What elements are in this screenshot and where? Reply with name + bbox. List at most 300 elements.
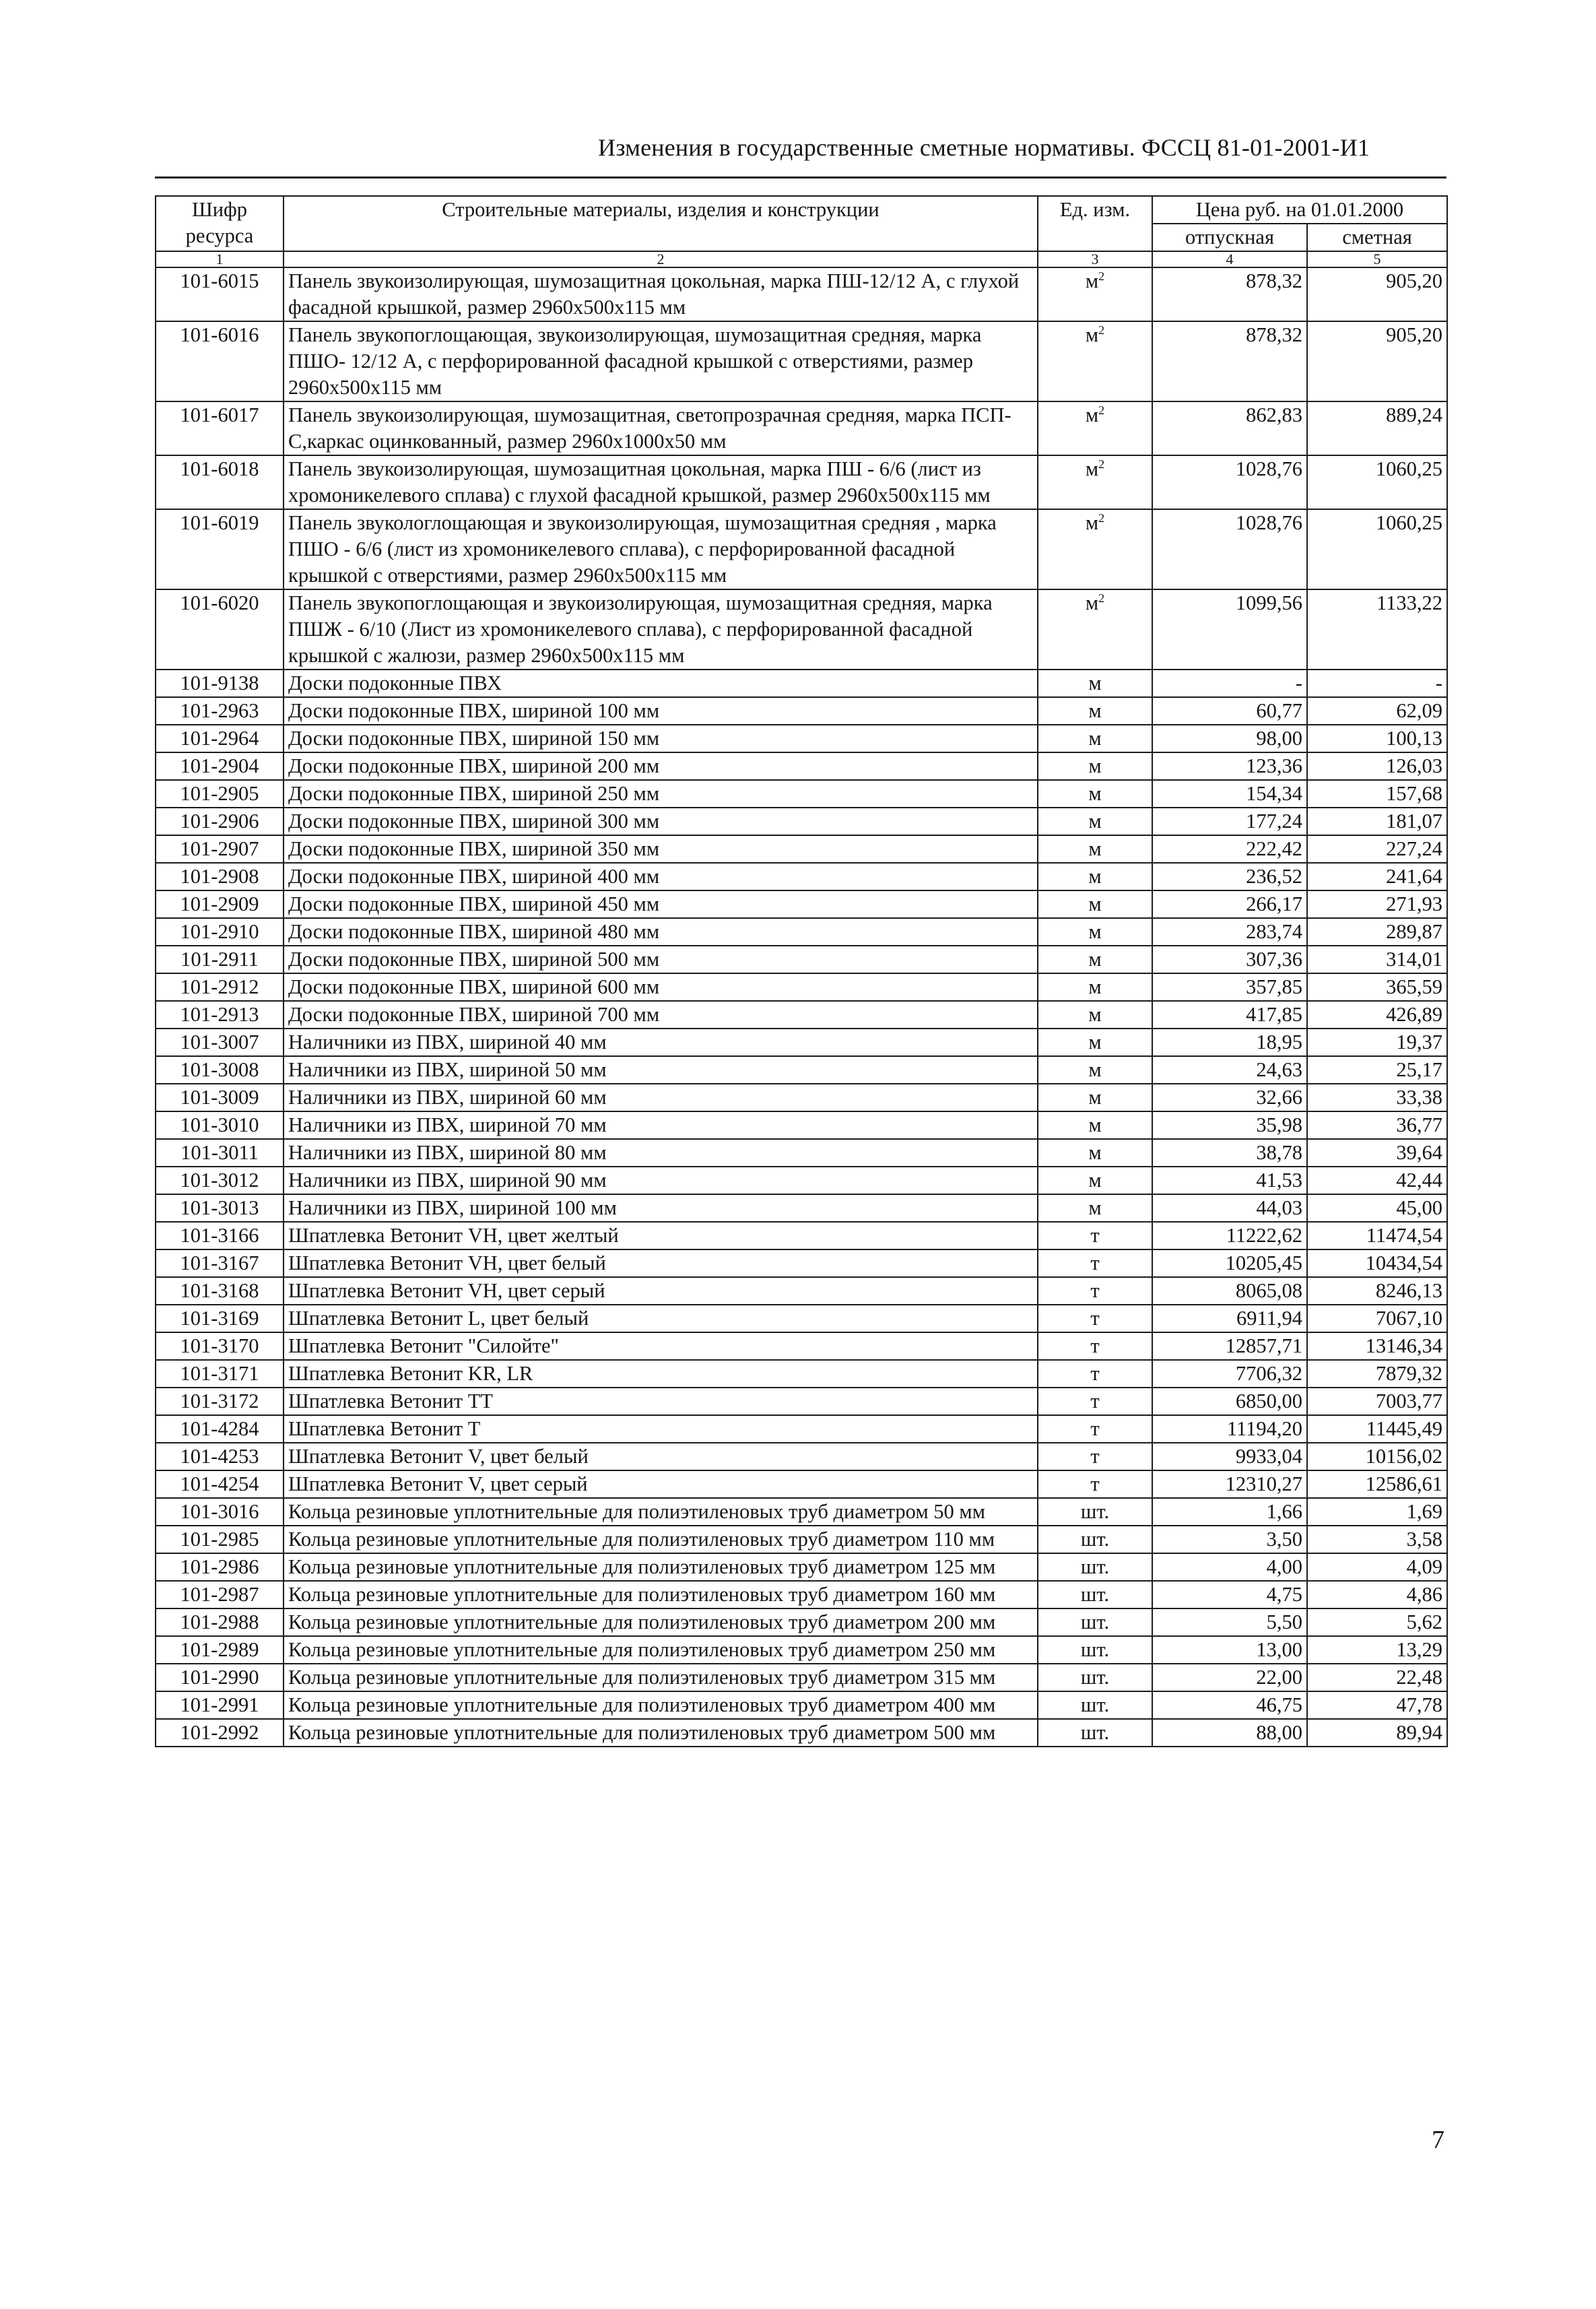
unit-label: м: [1085, 591, 1099, 614]
unit-label: м: [1088, 865, 1102, 888]
resource-code: 101-2907: [156, 835, 284, 863]
release-price: 177,24: [1152, 808, 1307, 835]
release-price: 266,17: [1152, 890, 1307, 918]
material-name: Кольца резиновые уплотнительные для полиэтиленовых труб диаметром 160 мм: [284, 1581, 1038, 1608]
material-name: Доски подоконные ПВХ, шириной 100 мм: [284, 697, 1038, 725]
release-price: 22,00: [1152, 1664, 1307, 1691]
table-row: [156, 1305, 1447, 1332]
material-name: Доски подоконные ПВХ, шириной 150 мм: [284, 725, 1038, 752]
table-row: [156, 1029, 1447, 1056]
material-name: Панель звукопоглощающая, звукоизолирующая, шумозащитная средняя, марка ПШО- 12/12 А, с перфорированной фасадной крышкой с отверстиями, размер 2960х500х115 мм: [284, 321, 1038, 401]
release-price: 38,78: [1152, 1139, 1307, 1167]
resource-code: 101-6019: [156, 509, 284, 589]
unit-label: м: [1088, 975, 1102, 998]
unit-label: т: [1090, 1362, 1100, 1385]
page-header-title: Изменения в государственные сметные нормативы. ФССЦ 81-01-2001-И1: [598, 134, 1370, 161]
unit-of-measure: [1038, 455, 1152, 509]
table-row: [156, 918, 1447, 946]
resource-code: 101-2985: [156, 1526, 284, 1553]
table-row: [156, 1719, 1447, 1747]
release-price: 123,36: [1152, 752, 1307, 780]
estimate-price: 7879,32: [1307, 1360, 1447, 1388]
release-price: 24,63: [1152, 1056, 1307, 1084]
estimate-price: 314,01: [1307, 946, 1447, 973]
estimate-price: 11474,54: [1307, 1222, 1447, 1249]
unit-label: шт.: [1080, 1666, 1110, 1689]
resource-code: 101-2906: [156, 808, 284, 835]
resource-code: 101-2905: [156, 780, 284, 808]
estimate-price: 47,78: [1307, 1691, 1447, 1719]
unit-label: м: [1088, 1031, 1102, 1053]
release-price: 4,75: [1152, 1581, 1307, 1608]
material-name: Кольца резиновые уплотнительные для полиэтиленовых труб диаметром 400 мм: [284, 1691, 1038, 1719]
unit-of-measure: [1038, 1084, 1152, 1111]
unit-label: м: [1085, 323, 1099, 346]
table-row: [156, 1388, 1447, 1415]
unit-label: т: [1090, 1279, 1100, 1302]
unit-label: т: [1090, 1251, 1100, 1274]
unit-of-measure: [1038, 918, 1152, 946]
unit-label: м: [1085, 403, 1099, 426]
release-price: 878,32: [1152, 321, 1307, 401]
release-price: 88,00: [1152, 1719, 1307, 1747]
estimate-price: 227,24: [1307, 835, 1447, 863]
release-price: 1028,76: [1152, 509, 1307, 589]
unit-of-measure: [1038, 401, 1152, 455]
material-name: Доски подоконные ПВХ, шириной 250 мм: [284, 780, 1038, 808]
resource-code: 101-2910: [156, 918, 284, 946]
release-price: 1099,56: [1152, 589, 1307, 670]
resource-code: 101-2912: [156, 973, 284, 1001]
table-row: [156, 670, 1447, 697]
material-name: Доски подоконные ПВХ, шириной 700 мм: [284, 1001, 1038, 1029]
table-row: [156, 973, 1447, 1001]
unit-of-measure: [1038, 1222, 1152, 1249]
unit-of-measure: [1038, 1415, 1152, 1443]
unit-of-measure: [1038, 1029, 1152, 1056]
table-row: [156, 835, 1447, 863]
resource-code: 101-2986: [156, 1553, 284, 1581]
unit-of-measure: [1038, 1388, 1152, 1415]
estimate-price: 271,93: [1307, 890, 1447, 918]
table-row: [156, 752, 1447, 780]
material-name: Шпатлевка Ветонит VH, цвет серый: [284, 1277, 1038, 1305]
table-row: [156, 589, 1447, 670]
table-row: [156, 321, 1447, 401]
material-name: Доски подоконные ПВХ, шириной 450 мм: [284, 890, 1038, 918]
unit-of-measure: [1038, 863, 1152, 890]
table-row: [156, 1691, 1447, 1719]
unit-exponent: 2: [1098, 457, 1105, 471]
unit-of-measure: [1038, 589, 1152, 670]
unit-label: шт.: [1080, 1583, 1110, 1606]
unit-of-measure: [1038, 1332, 1152, 1360]
estimate-price: 42,44: [1307, 1167, 1447, 1194]
table-row: [156, 267, 1447, 321]
estimate-price: 905,20: [1307, 267, 1447, 321]
material-name: Кольца резиновые уплотнительные для полиэтиленовых труб диаметром 110 мм: [284, 1526, 1038, 1553]
unit-label: м: [1088, 1141, 1102, 1164]
unit-of-measure: [1038, 808, 1152, 835]
material-name: Доски подоконные ПВХ, шириной 400 мм: [284, 863, 1038, 890]
unit-of-measure: [1038, 1194, 1152, 1222]
unit-label: м: [1088, 1058, 1102, 1081]
unit-of-measure: [1038, 670, 1152, 697]
resource-code: 101-6016: [156, 321, 284, 401]
material-name: Наличники из ПВХ, шириной 60 мм: [284, 1084, 1038, 1111]
unit-label: м: [1085, 269, 1099, 292]
resource-code: 101-3172: [156, 1388, 284, 1415]
column-number: 1: [156, 251, 284, 267]
estimate-price: 426,89: [1307, 1001, 1447, 1029]
estimate-price: 4,09: [1307, 1553, 1447, 1581]
material-name: Доски подоконные ПВХ, шириной 480 мм: [284, 918, 1038, 946]
estimate-price: -: [1307, 670, 1447, 697]
table-header: [156, 196, 1447, 267]
material-name: Шпатлевка Ветонит V, цвет серый: [284, 1470, 1038, 1498]
release-price: 12857,71: [1152, 1332, 1307, 1360]
table-row: [156, 1608, 1447, 1636]
unit-of-measure: [1038, 890, 1152, 918]
estimate-price: 7067,10: [1307, 1305, 1447, 1332]
table-row: [156, 780, 1447, 808]
release-price: 222,42: [1152, 835, 1307, 863]
resource-code: 101-3168: [156, 1277, 284, 1305]
release-price: 1,66: [1152, 1498, 1307, 1526]
material-name: Шпатлевка Ветонит Т: [284, 1415, 1038, 1443]
unit-of-measure: [1038, 1608, 1152, 1636]
release-price: 4,00: [1152, 1553, 1307, 1581]
estimate-price: 1133,22: [1307, 589, 1447, 670]
estimate-price: 100,13: [1307, 725, 1447, 752]
unit-of-measure: [1038, 1277, 1152, 1305]
release-price: 357,85: [1152, 973, 1307, 1001]
estimate-price: 13,29: [1307, 1636, 1447, 1664]
estimate-price: 1,69: [1307, 1498, 1447, 1526]
unit-of-measure: [1038, 1249, 1152, 1277]
release-price: 46,75: [1152, 1691, 1307, 1719]
unit-label: м: [1088, 1086, 1102, 1109]
column-number: 5: [1307, 251, 1447, 267]
material-name: Панель звукологлощающая и звукоизолирующая, шумозащитная средняя , марка ПШО - 6/6 (лист из хромоникелевого сплава), с перфорированной фасадной крышкой с отверстиями, размер 2960х500х115 мм: [284, 509, 1038, 589]
table-row: [156, 1222, 1447, 1249]
release-price: 417,85: [1152, 1001, 1307, 1029]
material-name: Кольца резиновые уплотнительные для полиэтиленовых труб диаметром 500 мм: [284, 1719, 1038, 1747]
unit-exponent: 2: [1098, 591, 1105, 605]
material-name: Кольца резиновые уплотнительные для полиэтиленовых труб диаметром 250 мм: [284, 1636, 1038, 1664]
table-row: [156, 808, 1447, 835]
estimate-price: 22,48: [1307, 1664, 1447, 1691]
unit-of-measure: [1038, 1526, 1152, 1553]
unit-of-measure: [1038, 780, 1152, 808]
unit-label: м: [1088, 1169, 1102, 1192]
resource-code: 101-3010: [156, 1111, 284, 1139]
material-name: Наличники из ПВХ, шириной 80 мм: [284, 1139, 1038, 1167]
estimate-price: 1060,25: [1307, 509, 1447, 589]
unit-of-measure: [1038, 946, 1152, 973]
resource-code: 101-3009: [156, 1084, 284, 1111]
unit-of-measure: [1038, 1664, 1152, 1691]
table-row: [156, 455, 1447, 509]
release-price: 154,34: [1152, 780, 1307, 808]
estimate-price: 33,38: [1307, 1084, 1447, 1111]
estimate-price: 3,58: [1307, 1526, 1447, 1553]
table-row: [156, 1470, 1447, 1498]
unit-of-measure: [1038, 1498, 1152, 1526]
unit-exponent: 2: [1098, 511, 1105, 525]
resource-code: 101-4253: [156, 1443, 284, 1470]
material-name: Шпатлевка Ветонит L, цвет белый: [284, 1305, 1038, 1332]
release-price: 12310,27: [1152, 1470, 1307, 1498]
table-row: [156, 1498, 1447, 1526]
header-rule: [155, 176, 1447, 178]
unit-of-measure: [1038, 1443, 1152, 1470]
unit-label: т: [1090, 1417, 1100, 1440]
release-price: 862,83: [1152, 401, 1307, 455]
unit-label: м: [1088, 810, 1102, 833]
resource-code: 101-3166: [156, 1222, 284, 1249]
table-row: [156, 509, 1447, 589]
release-price: 8065,08: [1152, 1277, 1307, 1305]
material-name: Доски подоконные ПВХ, шириной 200 мм: [284, 752, 1038, 780]
table-row: [156, 1056, 1447, 1084]
estimate-price: 8246,13: [1307, 1277, 1447, 1305]
estimate-price: 89,94: [1307, 1719, 1447, 1747]
estimate-price: 241,64: [1307, 863, 1447, 890]
resource-code: 101-4254: [156, 1470, 284, 1498]
unit-exponent: 2: [1098, 403, 1105, 417]
estimate-price: 365,59: [1307, 973, 1447, 1001]
release-price: 41,53: [1152, 1167, 1307, 1194]
release-price: 10205,45: [1152, 1249, 1307, 1277]
release-price: 236,52: [1152, 863, 1307, 890]
unit-label: т: [1090, 1307, 1100, 1330]
unit-of-measure: [1038, 1691, 1152, 1719]
material-name: Панель звукоизолирующая, шумозащитная, светопрозрачная средняя, марка ПСП-С,каркас оцинкованный, размер 2960х1000х50 мм: [284, 401, 1038, 455]
resource-code: 101-2990: [156, 1664, 284, 1691]
unit-of-measure: [1038, 267, 1152, 321]
table-row: [156, 1084, 1447, 1111]
unit-label: м: [1088, 672, 1102, 694]
unit-label: м: [1088, 920, 1102, 943]
estimate-price: 10156,02: [1307, 1443, 1447, 1470]
material-name: Кольца резиновые уплотнительные для полиэтиленовых труб диаметром 125 мм: [284, 1553, 1038, 1581]
release-price: 32,66: [1152, 1084, 1307, 1111]
table-row: [156, 1360, 1447, 1388]
table-row: [156, 946, 1447, 973]
estimate-price: 1060,25: [1307, 455, 1447, 509]
resource-code: 101-2911: [156, 946, 284, 973]
estimate-price: 289,87: [1307, 918, 1447, 946]
unit-label: шт.: [1080, 1500, 1110, 1523]
material-name: Доски подоконные ПВХ, шириной 300 мм: [284, 808, 1038, 835]
unit-label: шт.: [1080, 1555, 1110, 1578]
resource-code: 101-3013: [156, 1194, 284, 1222]
estimate-price: 157,68: [1307, 780, 1447, 808]
release-price: 6911,94: [1152, 1305, 1307, 1332]
release-price: 44,03: [1152, 1194, 1307, 1222]
unit-exponent: 2: [1098, 323, 1105, 337]
table-row: [156, 1636, 1447, 1664]
resource-code: 101-4284: [156, 1415, 284, 1443]
estimate-price: 126,03: [1307, 752, 1447, 780]
release-price: 11194,20: [1152, 1415, 1307, 1443]
table-row: [156, 1249, 1447, 1277]
material-name: Панель звукопоглощающая и звукоизолирующая, шумозащитная средняя, марка ПШЖ - 6/10 (Лист из хромоникелевого сплава), с перфорированной фасадной крышкой с жалюзи, размер 2960х500х115 мм: [284, 589, 1038, 670]
material-name: Доски подоконные ПВХ, шириной 500 мм: [284, 946, 1038, 973]
estimate-price: 13146,34: [1307, 1332, 1447, 1360]
column-number-row: [156, 251, 1447, 267]
release-price: 6850,00: [1152, 1388, 1307, 1415]
table-row: [156, 725, 1447, 752]
table-row: [156, 1664, 1447, 1691]
resource-code: 101-2992: [156, 1719, 284, 1747]
material-name: Шпатлевка Ветонит ТТ: [284, 1388, 1038, 1415]
unit-of-measure: [1038, 1167, 1152, 1194]
table-row: [156, 863, 1447, 890]
table-row: [156, 1139, 1447, 1167]
estimate-price: 889,24: [1307, 401, 1447, 455]
release-price: -: [1152, 670, 1307, 697]
unit-label: м: [1088, 727, 1102, 750]
resource-code: 101-3008: [156, 1056, 284, 1084]
resource-code: 101-3011: [156, 1139, 284, 1167]
release-price: 7706,32: [1152, 1360, 1307, 1388]
release-price: 1028,76: [1152, 455, 1307, 509]
unit-of-measure: [1038, 1139, 1152, 1167]
unit-label: т: [1090, 1445, 1100, 1468]
material-name: Наличники из ПВХ, шириной 40 мм: [284, 1029, 1038, 1056]
material-name: Доски подоконные ПВХ, шириной 600 мм: [284, 973, 1038, 1001]
table-row: [156, 1332, 1447, 1360]
estimate-price: 4,86: [1307, 1581, 1447, 1608]
resource-code: 101-2909: [156, 890, 284, 918]
page-number: 7: [1432, 2126, 1444, 2154]
resource-code: 101-2963: [156, 697, 284, 725]
header-code: Шифр ресурса: [156, 196, 284, 251]
release-price: 283,74: [1152, 918, 1307, 946]
material-name: Шпатлевка Ветонит VH, цвет белый: [284, 1249, 1038, 1277]
unit-label: м: [1088, 1196, 1102, 1219]
resource-code: 101-3167: [156, 1249, 284, 1277]
unit-label: шт.: [1080, 1638, 1110, 1661]
resource-code: 101-2989: [156, 1636, 284, 1664]
unit-label: м: [1088, 754, 1102, 777]
unit-of-measure: [1038, 973, 1152, 1001]
table-row: [156, 1581, 1447, 1608]
release-price: 5,50: [1152, 1608, 1307, 1636]
release-price: 98,00: [1152, 725, 1307, 752]
resource-code: 101-2987: [156, 1581, 284, 1608]
material-name: Наличники из ПВХ, шириной 100 мм: [284, 1194, 1038, 1222]
resource-code: 101-2988: [156, 1608, 284, 1636]
unit-of-measure: [1038, 1470, 1152, 1498]
release-price: 307,36: [1152, 946, 1307, 973]
estimate-price: 19,37: [1307, 1029, 1447, 1056]
material-name: Доски подоконные ПВХ: [284, 670, 1038, 697]
material-name: Шпатлевка Ветонит "Силойте": [284, 1332, 1038, 1360]
release-price: 3,50: [1152, 1526, 1307, 1553]
unit-of-measure: [1038, 1581, 1152, 1608]
resource-code: 101-6015: [156, 267, 284, 321]
estimate-price: 7003,77: [1307, 1388, 1447, 1415]
table-body: [156, 267, 1447, 1747]
table-row: [156, 1167, 1447, 1194]
resource-code: 101-6018: [156, 455, 284, 509]
estimate-price: 181,07: [1307, 808, 1447, 835]
release-price: 60,77: [1152, 697, 1307, 725]
estimate-price: 12586,61: [1307, 1470, 1447, 1498]
header-estimate-price: сметная: [1307, 224, 1447, 251]
unit-of-measure: [1038, 1719, 1152, 1747]
table-row: [156, 1111, 1447, 1139]
resource-code: 101-3171: [156, 1360, 284, 1388]
unit-of-measure: [1038, 835, 1152, 863]
column-number: 3: [1038, 251, 1152, 267]
material-name: Кольца резиновые уплотнительные для полиэтиленовых труб диаметром 200 мм: [284, 1608, 1038, 1636]
unit-label: м: [1088, 782, 1102, 805]
release-price: 35,98: [1152, 1111, 1307, 1139]
resource-code: 101-3169: [156, 1305, 284, 1332]
table-row: [156, 401, 1447, 455]
release-price: 878,32: [1152, 267, 1307, 321]
unit-of-measure: [1038, 1305, 1152, 1332]
material-name: Шпатлевка Ветонит V, цвет белый: [284, 1443, 1038, 1470]
resource-code: 101-3016: [156, 1498, 284, 1526]
unit-label: т: [1090, 1334, 1100, 1357]
header-unit: Ед. изм.: [1038, 196, 1152, 251]
table-row: [156, 1443, 1447, 1470]
column-number: 4: [1152, 251, 1307, 267]
unit-label: м: [1088, 1003, 1102, 1026]
resource-code: 101-9138: [156, 670, 284, 697]
column-number: 2: [284, 251, 1038, 267]
unit-of-measure: [1038, 1553, 1152, 1581]
unit-of-measure: [1038, 509, 1152, 589]
unit-label: м: [1088, 892, 1102, 915]
estimate-price: 45,00: [1307, 1194, 1447, 1222]
unit-of-measure: [1038, 725, 1152, 752]
material-name: Наличники из ПВХ, шириной 90 мм: [284, 1167, 1038, 1194]
material-name: Наличники из ПВХ, шириной 50 мм: [284, 1056, 1038, 1084]
table-row: [156, 697, 1447, 725]
unit-of-measure: [1038, 321, 1152, 401]
unit-label: м: [1085, 457, 1099, 480]
resource-code: 101-2904: [156, 752, 284, 780]
release-price: 13,00: [1152, 1636, 1307, 1664]
estimate-price: 5,62: [1307, 1608, 1447, 1636]
material-name: Панель звукоизолирующая, шумозащитная цокольная, марка ПШ - 6/6 (лист из хромоникелевого сплава) с глухой фасадной крышкой, размер 2960х500х115 мм: [284, 455, 1038, 509]
unit-of-measure: [1038, 1001, 1152, 1029]
estimate-price: 11445,49: [1307, 1415, 1447, 1443]
table-row: [156, 1553, 1447, 1581]
unit-label: шт.: [1080, 1721, 1110, 1744]
material-name: Кольца резиновые уплотнительные для полиэтиленовых труб диаметром 315 мм: [284, 1664, 1038, 1691]
unit-label: шт.: [1080, 1693, 1110, 1716]
header-release-price: отпускная: [1152, 224, 1307, 251]
unit-label: м: [1088, 837, 1102, 860]
release-price: 18,95: [1152, 1029, 1307, 1056]
estimate-price: 25,17: [1307, 1056, 1447, 1084]
price-table: [155, 195, 1448, 1747]
estimate-price: 905,20: [1307, 321, 1447, 401]
material-name: Шпатлевка Ветонит VH, цвет желтый: [284, 1222, 1038, 1249]
unit-label: т: [1090, 1224, 1100, 1247]
resource-code: 101-2991: [156, 1691, 284, 1719]
material-name: Панель звукоизолирующая, шумозащитная цокольная, марка ПШ-12/12 А, с глухой фасадной крышкой, размер 2960х500х115 мм: [284, 267, 1038, 321]
table-row: [156, 1194, 1447, 1222]
resource-code: 101-6020: [156, 589, 284, 670]
